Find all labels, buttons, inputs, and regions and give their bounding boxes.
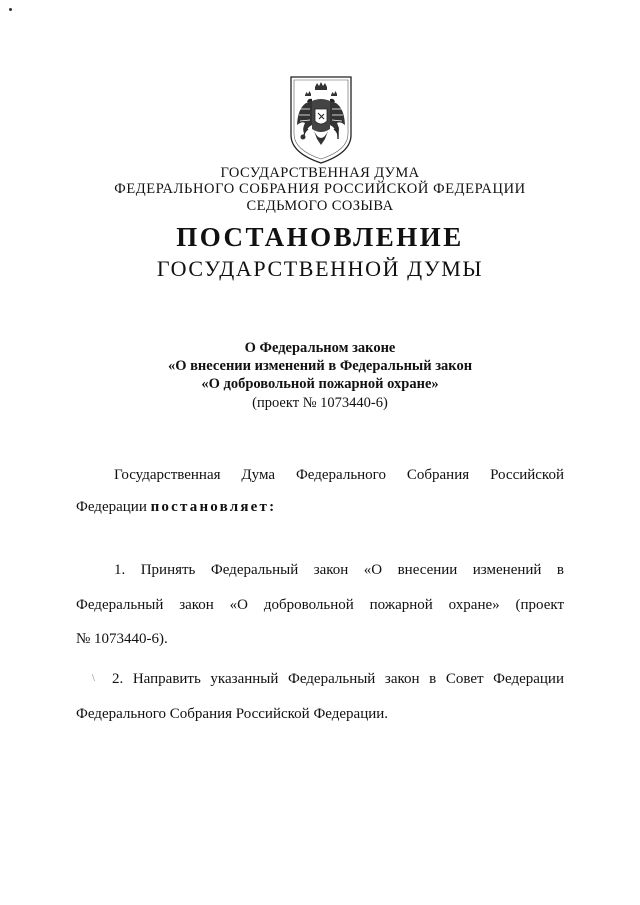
subject-line-1: О Федеральном законе (244, 340, 396, 356)
item-1-line-1: 1. Принять Федеральный закон «О внесении изменений в (114, 562, 564, 578)
subject-line-3: «О добровольной пожарной охране» (201, 376, 439, 392)
item-2-line-2: Федерального Собрания Российской Федерации. (76, 706, 389, 722)
resolves-word: постановляет: (150, 499, 277, 515)
preamble-line-1: Государственная Дума Федерального Собрания Российской (114, 467, 564, 483)
item-1-line-2: Федеральный закон «О добровольной пожарной охране» (проект (76, 597, 564, 613)
scan-mark: \ (92, 673, 95, 684)
draft-number: (проект № 1073440-6) (252, 395, 388, 411)
document-title: ПОСТАНОВЛЕНИЕ (176, 222, 464, 252)
item-1-line-3: № 1073440-6). (76, 631, 168, 647)
scan-speck (9, 8, 12, 11)
item-2-line-1: 2. Направить указанный Федеральный закон в Совет Федерации (112, 671, 564, 687)
issuer-line-2: ФЕДЕРАЛЬНОГО СОБРАНИЯ РОССИЙСКОЙ ФЕДЕРАЦИИ (114, 181, 526, 197)
issuer-line-3: СЕДЬМОГО СОЗЫВА (246, 198, 394, 214)
preamble-line-2 (76, 499, 564, 516)
coat-of-arms-icon (288, 73, 354, 165)
preamble-text: Федерации (76, 499, 147, 515)
issuer-line-1: ГОСУДАРСТВЕННАЯ ДУМА (220, 165, 420, 181)
document-subtitle: ГОСУДАРСТВЕННОЙ ДУМЫ (156, 256, 484, 281)
subject-line-2: «О внесении изменений в Федеральный закон (167, 358, 473, 374)
